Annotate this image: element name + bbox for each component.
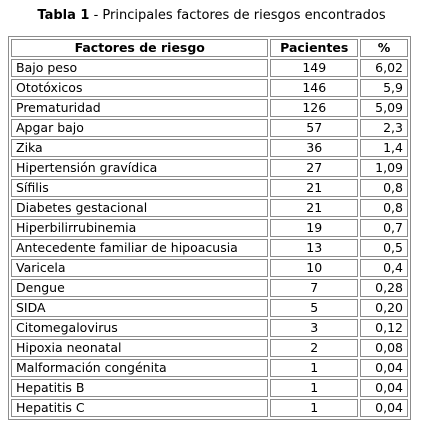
table-row	[11, 279, 408, 297]
table-row	[11, 339, 408, 357]
header-factor: Factores de riesgo	[11, 39, 268, 57]
pacientes-cell: 1	[270, 359, 358, 377]
pacientes-cell: 1	[270, 379, 358, 397]
percent-cell: 0,5	[360, 239, 408, 257]
factor-cell: Sífilis	[11, 179, 268, 197]
table-row	[11, 259, 408, 277]
table-row	[11, 79, 408, 97]
percent-cell: 5,09	[360, 99, 408, 117]
factor-cell: Varicela	[11, 259, 268, 277]
percent-cell: 0,04	[360, 379, 408, 397]
pacientes-cell: 13	[270, 239, 358, 257]
percent-cell: 0,04	[360, 399, 408, 417]
table-row	[11, 379, 408, 397]
caption-separator: -	[89, 8, 103, 23]
percent-cell: 2,3	[360, 119, 408, 137]
factor-cell: Antecedente familiar de hipoacusia	[11, 239, 268, 257]
table-row	[11, 399, 408, 417]
percent-cell: 0,04	[360, 359, 408, 377]
caption-text: Principales factores de riesgos encontrados	[102, 8, 386, 23]
factor-cell: Prematuridad	[11, 99, 268, 117]
pacientes-cell: 57	[270, 119, 358, 137]
pacientes-cell: 2	[270, 339, 358, 357]
percent-cell: 0,08	[360, 339, 408, 357]
pacientes-cell: 1	[270, 399, 358, 417]
header-pacientes: Pacientes	[270, 39, 358, 57]
factor-cell: Hepatitis B	[11, 379, 268, 397]
factor-cell: Zika	[11, 139, 268, 157]
table-row	[11, 199, 408, 217]
pacientes-cell: 7	[270, 279, 358, 297]
percent-cell: 0,8	[360, 199, 408, 217]
table-row	[11, 319, 408, 337]
table-row	[11, 99, 408, 117]
table-row	[11, 119, 408, 137]
factor-cell: Bajo peso	[11, 59, 268, 77]
factor-cell: Malformación congénita	[11, 359, 268, 377]
percent-cell: 5,9	[360, 79, 408, 97]
factor-cell: Citomegalovirus	[11, 319, 268, 337]
header-row	[11, 39, 408, 57]
factor-cell: Hiperbilirrubinemia	[11, 219, 268, 237]
pacientes-cell: 126	[270, 99, 358, 117]
table-row	[11, 139, 408, 157]
pacientes-cell: 21	[270, 199, 358, 217]
pacientes-cell: 146	[270, 79, 358, 97]
percent-cell: 0,12	[360, 319, 408, 337]
factor-cell: SIDA	[11, 299, 268, 317]
percent-cell: 6,02	[360, 59, 408, 77]
percent-cell: 1,09	[360, 159, 408, 177]
table-row	[11, 359, 408, 377]
percent-cell: 0,4	[360, 259, 408, 277]
table-row	[11, 179, 408, 197]
percent-cell: 0,20	[360, 299, 408, 317]
table-row	[11, 219, 408, 237]
percent-cell: 0,8	[360, 179, 408, 197]
percent-cell: 1,4	[360, 139, 408, 157]
percent-cell: 0,7	[360, 219, 408, 237]
table-row	[11, 59, 408, 77]
factor-cell: Apgar bajo	[11, 119, 268, 137]
caption-label: Tabla 1	[37, 8, 90, 23]
pacientes-cell: 3	[270, 319, 358, 337]
factor-cell: Hipertensión gravídica	[11, 159, 268, 177]
pacientes-cell: 27	[270, 159, 358, 177]
table-row	[11, 299, 408, 317]
pacientes-cell: 21	[270, 179, 358, 197]
pacientes-cell: 10	[270, 259, 358, 277]
pacientes-cell: 36	[270, 139, 358, 157]
factor-cell: Hepatitis C	[11, 399, 268, 417]
pacientes-cell: 149	[270, 59, 358, 77]
percent-cell: 0,28	[360, 279, 408, 297]
pacientes-cell: 5	[270, 299, 358, 317]
table-row	[11, 239, 408, 257]
pacientes-cell: 19	[270, 219, 358, 237]
factor-cell: Diabetes gestacional	[11, 199, 268, 217]
header-percent: %	[360, 39, 408, 57]
factor-cell: Ototóxicos	[11, 79, 268, 97]
table-row	[11, 159, 408, 177]
risk-factors-table	[8, 36, 411, 420]
factor-cell: Hipoxia neonatal	[11, 339, 268, 357]
table-caption	[0, 7, 423, 25]
factor-cell: Dengue	[11, 279, 268, 297]
